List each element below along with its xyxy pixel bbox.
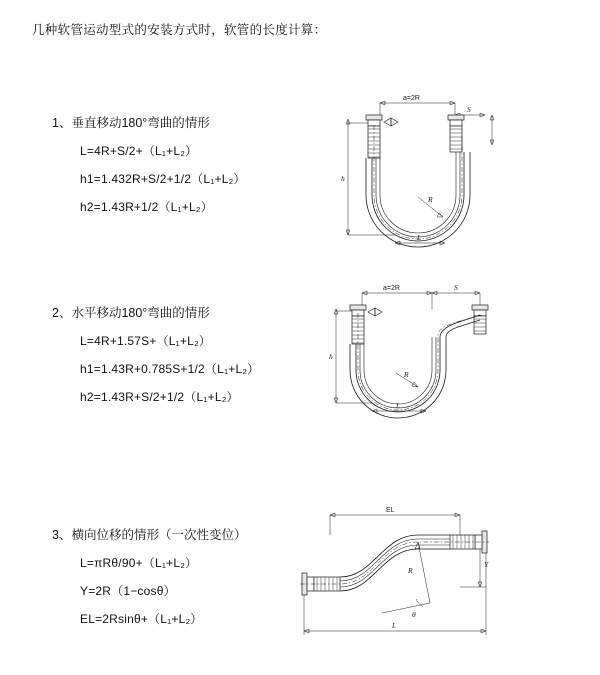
dim-label-a: a=2R <box>403 95 420 102</box>
dim-label-l2: L <box>396 401 401 410</box>
section-2-heading: 2、水平移动180°弯曲的情形 <box>52 306 210 320</box>
section-1-text <box>52 113 292 215</box>
dim-label-h2: h <box>329 352 333 361</box>
horizontal-180-bend-diagram <box>300 275 500 460</box>
section-3-formula-1: L=πRθ/90+（L₁+L₂） <box>80 556 198 570</box>
dim-label-s: S <box>467 105 471 114</box>
section-1-formula-2: h1=1.432R+S/2+1/2（L₁+L₂） <box>80 172 246 186</box>
section-lateral-offset <box>0 495 600 655</box>
section-1-formula-3: h2=1.43R+1/2（L₁+L₂） <box>80 200 213 214</box>
dim-label-a2: a=2R <box>383 285 400 292</box>
section-2-formula-2: h1=1.43R+0.785S+1/2（L₁+L₂） <box>80 362 260 376</box>
dim-label-l: L <box>417 233 422 242</box>
lateral-offset-diagram <box>290 495 500 655</box>
section-3-formula-2: Y=2R（1−cosθ） <box>80 584 176 598</box>
section-1-heading: 1、垂直移动180°弯曲的情形 <box>52 116 210 130</box>
section-horizontal-180-bend <box>0 275 600 460</box>
dim-label-r3: R <box>408 566 413 575</box>
dim-label-el: EL <box>386 507 395 514</box>
section-2-formula-3: h2=1.43R+S/2+1/2（L₁+L₂） <box>80 390 239 404</box>
section-vertical-180-bend <box>0 85 600 270</box>
section-1-formula-1: L=4R+S/2+（L₁+L₂） <box>80 144 198 158</box>
dim-label-s2: S <box>454 283 458 292</box>
section-3-heading: 3、横向位移的情形（一次性变位） <box>52 528 247 542</box>
page-title: 几种软管运动型式的安装方式时，软管的长度计算： <box>32 23 327 37</box>
vertical-180-bend-diagram <box>300 85 500 270</box>
section-2-formula-1: L=4R+1.57S+（L₁+L₂） <box>80 334 212 348</box>
dim-label-l3: L <box>392 621 397 630</box>
dim-label-y: Y <box>484 560 489 569</box>
section-2-text <box>52 303 292 405</box>
dim-label-theta: θ <box>412 610 416 619</box>
dim-label-r: R <box>428 195 433 204</box>
section-3-text <box>52 525 292 627</box>
section-3-formula-3: EL=2Rsinθ+（L₁+L₂） <box>80 612 203 626</box>
dim-label-h: h <box>341 174 345 183</box>
dim-label-r2: R <box>404 370 409 379</box>
